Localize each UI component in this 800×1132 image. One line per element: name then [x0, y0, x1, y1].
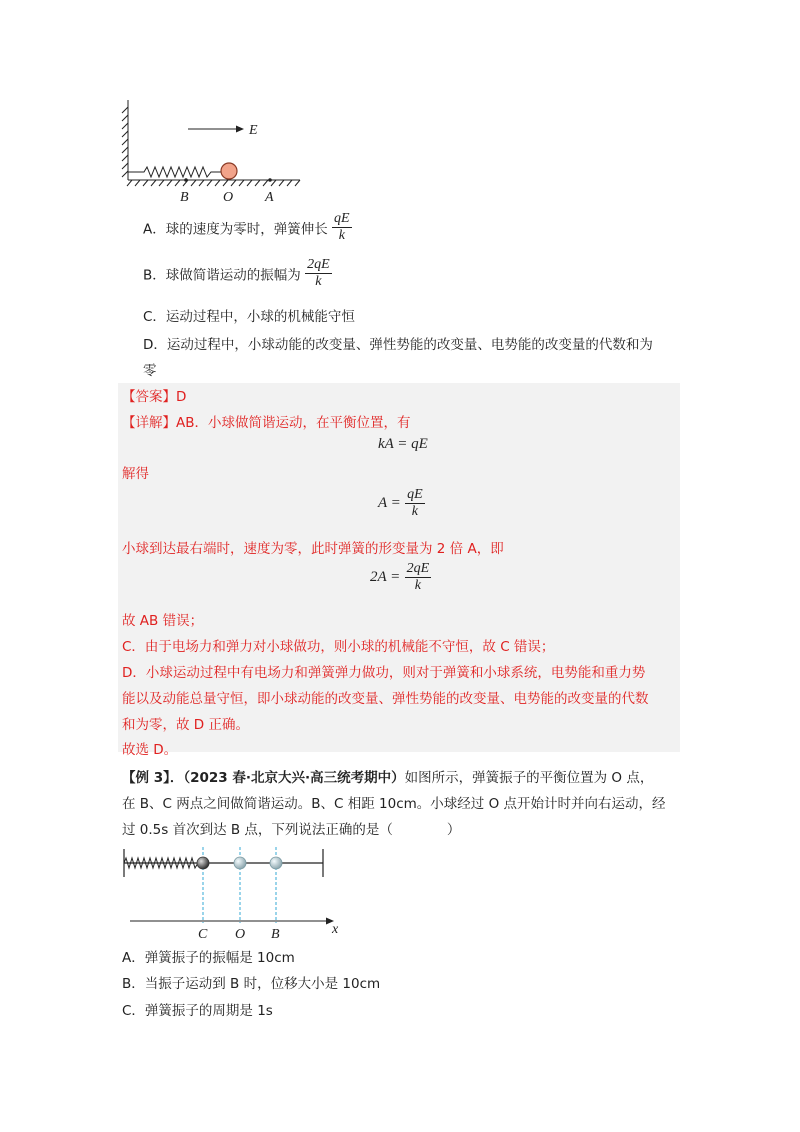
- c-wrong: C．由于电场力和弹力对小球做功，则小球的机械能不守恒，故 C 错误；: [122, 639, 555, 655]
- ball-at-c: [197, 857, 209, 869]
- label-a: A: [265, 190, 274, 205]
- equation-3: 2A = $\frac{2qE}{k}$: [370, 561, 430, 593]
- spring-ball-diagram: [118, 95, 318, 207]
- choose-d: 故选 D。: [122, 742, 178, 758]
- point-a-dot: [268, 178, 272, 182]
- ex3-option-a: A．弹簧振子的振幅是 10cm: [122, 950, 295, 966]
- example-3-line1: 【例 3】．（2023 春·北京大兴·高三统考期中）如图所示，弹簧振子的平衡位置为 O 点，: [122, 770, 654, 786]
- option-d-line1: D．运动过程中，小球动能的改变量、弹性势能的改变量、电势能的改变量的代数和为: [143, 337, 653, 353]
- ball: [221, 163, 237, 179]
- option-a-fraction: $\frac{qE}{k}$: [334, 211, 350, 243]
- d-explain-line1: D．小球运动过程中有电场力和弹簧弹力做功，则对于弹簧和小球系统，电势能和重力势: [122, 665, 646, 681]
- example-3-line2: 在 B、C 两点之间做简谐运动。B、C 相距 10cm。小球经过 O 点开始计时并向右运动，经: [122, 796, 666, 812]
- wall-hatching: [122, 100, 128, 180]
- ab-wrong: 故 AB 错误；: [122, 613, 204, 629]
- equation-1: kA = qE: [378, 436, 428, 452]
- label-e: E: [249, 123, 258, 138]
- max-displacement-line: 小球到达最右端时，速度为零，此时弹簧的形变量为 2 倍 A，即: [122, 541, 504, 557]
- label-o: O: [235, 927, 246, 942]
- option-a: A．球的速度为零时，弹簧伸长 $\frac{qE}{k}$: [143, 211, 350, 243]
- field-arrow: [188, 126, 244, 133]
- label-b: B: [180, 190, 189, 205]
- ex3-option-c: C．弹簧振子的周期是 1s: [122, 1003, 273, 1019]
- option-b-fraction: $\frac{2qE}{k}$: [307, 257, 330, 289]
- option-d-line2: 零: [143, 363, 157, 379]
- d-explain-line3: 和为零，故 D 正确。: [122, 717, 249, 733]
- label-x: x: [332, 922, 339, 937]
- solve-label: 解得: [122, 466, 149, 482]
- label-o: O: [223, 190, 234, 205]
- option-c: C．运动过程中，小球的机械能守恒: [143, 309, 355, 325]
- option-b: B．球做简谐运动的振幅为 $\frac{2qE}{k}$: [143, 257, 330, 289]
- ex3-option-b: B．当振子运动到 B 时，位移大小是 10cm: [122, 976, 381, 992]
- d-explain-line2: 能以及动能总量守恒，即小球动能的改变量、弹性势能的改变量、电势能的改变量的代数: [122, 691, 649, 707]
- equation-2: A = $\frac{qE}{k}$: [378, 487, 423, 519]
- example-3-tag: 【例 3】．（2023 春·北京大兴·高三统考期中）: [122, 770, 405, 786]
- ground-hatching: [127, 180, 300, 186]
- spring: [128, 167, 222, 177]
- detail-label: 【详解】AB．小球做简谐运动，在平衡位置，有: [122, 415, 411, 431]
- label-c: C: [198, 927, 208, 942]
- answer-label: 【答案】D: [122, 389, 187, 405]
- ball-at-b: [270, 857, 282, 869]
- example-3-line3: 过 0.5s 首次到达 B 点，下列说法正确的是（ ）: [122, 822, 461, 838]
- ball-at-o: [234, 857, 246, 869]
- label-b: B: [271, 927, 280, 942]
- oscillator-diagram: [118, 843, 348, 943]
- point-b-dot: [184, 178, 188, 182]
